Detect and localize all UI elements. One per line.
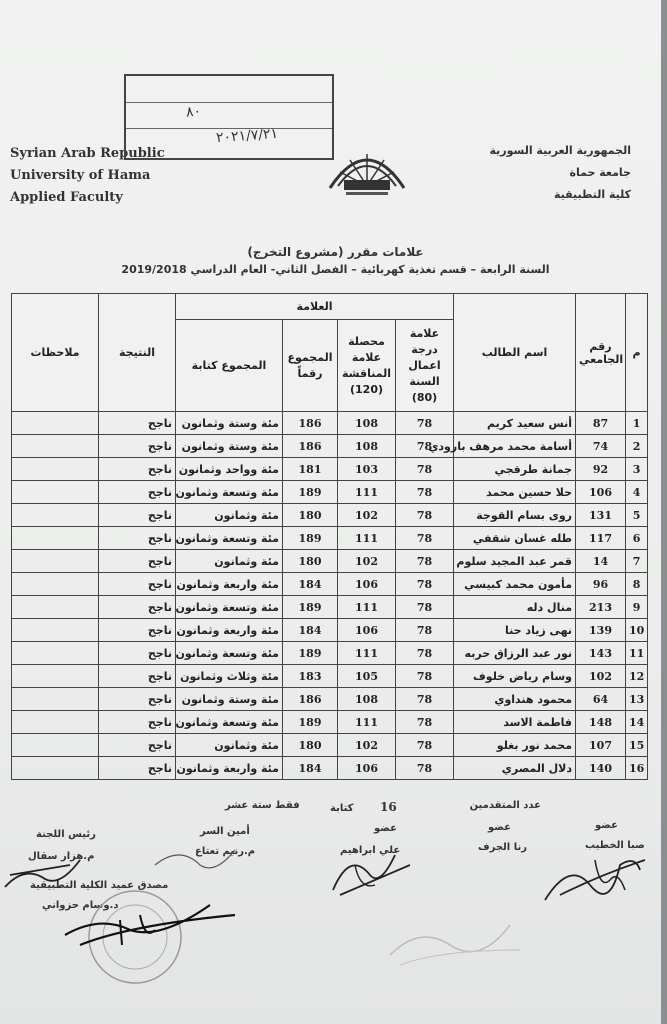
discussion-cell: 108 bbox=[338, 412, 396, 435]
notes-cell bbox=[12, 550, 99, 573]
discussion-cell: 111 bbox=[338, 481, 396, 504]
year-work-cell: 78 bbox=[396, 481, 454, 504]
discussion-cell: 106 bbox=[338, 573, 396, 596]
discussion-cell: 111 bbox=[338, 642, 396, 665]
student-name-cell: روى بسام القوجة bbox=[454, 504, 576, 527]
dean-name: د.وسام حزواني bbox=[42, 900, 119, 911]
year-work-cell: 78 bbox=[396, 573, 454, 596]
table-row bbox=[12, 711, 648, 734]
faculty-ar: كلية التطبيقية bbox=[553, 188, 631, 201]
header-university-id: رقم الجامعي bbox=[576, 294, 626, 412]
total-number-cell: 183 bbox=[283, 665, 338, 688]
header-total-words: المجموع كتابة bbox=[176, 320, 283, 412]
total-words-cell: مئة وتسعة وثمانون bbox=[176, 527, 283, 550]
discussion-cell: 105 bbox=[338, 665, 396, 688]
notes-cell bbox=[12, 665, 99, 688]
total-words-cell: مئة وتسعة وثمانون bbox=[176, 481, 283, 504]
result-cell: ناجح bbox=[99, 734, 176, 757]
header-notes: ملاحظات bbox=[12, 294, 99, 412]
total-words-cell: مئة وثمانون bbox=[176, 734, 283, 757]
row-number-cell: 6 bbox=[626, 527, 648, 550]
total-words-cell: مئة وتسعة وثمانون bbox=[176, 596, 283, 619]
student-name-cell: حلا حسين محمد bbox=[454, 481, 576, 504]
year-work-cell: 78 bbox=[396, 619, 454, 642]
row-number-cell: 1 bbox=[626, 412, 648, 435]
university-id-cell: 96 bbox=[576, 573, 626, 596]
header-total-number: المجموع رقماً bbox=[283, 320, 338, 412]
total-number-cell: 186 bbox=[283, 412, 338, 435]
header-discussion: محصلة علامة المناقشة (120) bbox=[338, 320, 396, 412]
total-words-cell: مئة واربعة وثمانون bbox=[176, 619, 283, 642]
university-en: University of Hama bbox=[10, 168, 151, 183]
total-number-cell: 189 bbox=[283, 596, 338, 619]
year-work-cell: 78 bbox=[396, 527, 454, 550]
year-work-cell: 78 bbox=[396, 596, 454, 619]
secretary-role: أمين السر bbox=[200, 826, 250, 837]
total-number-cell: 186 bbox=[283, 435, 338, 458]
discussion-cell: 111 bbox=[338, 527, 396, 550]
year-work-cell: 78 bbox=[396, 665, 454, 688]
notes-cell bbox=[12, 458, 99, 481]
row-number-cell: 4 bbox=[626, 481, 648, 504]
table-row bbox=[12, 527, 648, 550]
total-words-cell: مئة وستة وثمانون bbox=[176, 435, 283, 458]
total-words-cell: مئة وستة وثمانون bbox=[176, 688, 283, 711]
notes-cell bbox=[12, 573, 99, 596]
total-number-cell: 184 bbox=[283, 619, 338, 642]
result-cell: ناجح bbox=[99, 665, 176, 688]
year-work-cell: 78 bbox=[396, 711, 454, 734]
university-id-cell: 213 bbox=[576, 596, 626, 619]
row-number-cell: 2 bbox=[626, 435, 648, 458]
result-cell: ناجح bbox=[99, 412, 176, 435]
notes-cell bbox=[12, 481, 99, 504]
total-words-cell: مئة واربعة وثمانون bbox=[176, 757, 283, 780]
student-name-cell: نهى زياد حنا bbox=[454, 619, 576, 642]
notes-cell bbox=[12, 619, 99, 642]
notes-cell bbox=[12, 688, 99, 711]
result-cell: ناجح bbox=[99, 596, 176, 619]
result-cell: ناجح bbox=[99, 573, 176, 596]
total-number-cell: 189 bbox=[283, 527, 338, 550]
header-row-number: م bbox=[626, 294, 648, 412]
notes-cell bbox=[12, 527, 99, 550]
total-words-cell: مئة وثمانون bbox=[176, 550, 283, 573]
year-work-cell: 78 bbox=[396, 642, 454, 665]
table-row bbox=[12, 642, 648, 665]
count-label: عدد المتقدمين bbox=[469, 800, 541, 811]
table-row bbox=[12, 688, 648, 711]
count-value: 16 bbox=[380, 800, 397, 814]
total-words-cell: مئة وستة وثمانون bbox=[176, 412, 283, 435]
table-row bbox=[12, 619, 648, 642]
total-number-cell: 180 bbox=[283, 734, 338, 757]
row-number-cell: 16 bbox=[626, 757, 648, 780]
discussion-cell: 106 bbox=[338, 757, 396, 780]
signature-member3 bbox=[325, 835, 415, 900]
university-ar: جامعة حماة bbox=[569, 166, 631, 179]
table-row bbox=[12, 734, 648, 757]
row-number-cell: 11 bbox=[626, 642, 648, 665]
university-id-cell: 107 bbox=[576, 734, 626, 757]
row-number-cell: 10 bbox=[626, 619, 648, 642]
student-name-cell: محمد نور بغلو bbox=[454, 734, 576, 757]
discussion-cell: 111 bbox=[338, 711, 396, 734]
university-id-cell: 87 bbox=[576, 412, 626, 435]
total-number-cell: 189 bbox=[283, 481, 338, 504]
total-number-cell: 189 bbox=[283, 711, 338, 734]
member3-name: علي ابراهيم bbox=[340, 845, 401, 856]
dean-role: مصدق عميد الكلية التطبيقية bbox=[30, 880, 169, 891]
year-work-cell: 78 bbox=[396, 688, 454, 711]
result-cell: ناجح bbox=[99, 481, 176, 504]
row-number-cell: 15 bbox=[626, 734, 648, 757]
document-subtitle: السنة الرابعة – قسم تغذية كهربائية – الفصل الثاني- العام الدراسي 2019/2018 bbox=[121, 263, 550, 276]
result-cell: ناجح bbox=[99, 504, 176, 527]
table-row bbox=[12, 412, 648, 435]
row-number-cell: 5 bbox=[626, 504, 648, 527]
student-name-cell: جمانة طرقجي bbox=[454, 458, 576, 481]
total-number-cell: 184 bbox=[283, 573, 338, 596]
faded-stamp bbox=[380, 905, 530, 975]
university-id-cell: 102 bbox=[576, 665, 626, 688]
result-cell: ناجح bbox=[99, 527, 176, 550]
table-row bbox=[12, 596, 648, 619]
student-name-cell: وسام رياض خلوف bbox=[454, 665, 576, 688]
result-cell: ناجح bbox=[99, 688, 176, 711]
total-number-cell: 180 bbox=[283, 550, 338, 573]
count-words-label: كتابة bbox=[330, 803, 354, 814]
discussion-cell: 102 bbox=[338, 734, 396, 757]
member2-name: رنا الجرف bbox=[478, 842, 527, 853]
year-work-cell: 78 bbox=[396, 412, 454, 435]
table-row bbox=[12, 573, 648, 596]
university-id-cell: 64 bbox=[576, 688, 626, 711]
stamp-date: ٢٠٢١/٧/٢١ bbox=[215, 125, 279, 147]
total-number-cell: 180 bbox=[283, 504, 338, 527]
table-row bbox=[12, 481, 648, 504]
result-cell: ناجح bbox=[99, 757, 176, 780]
discussion-cell: 103 bbox=[338, 458, 396, 481]
table-row bbox=[12, 665, 648, 688]
year-work-cell: 78 bbox=[396, 458, 454, 481]
notes-cell bbox=[12, 757, 99, 780]
chair-name: م.هزار سقال bbox=[28, 851, 95, 862]
notes-cell bbox=[12, 642, 99, 665]
university-id-cell: 74 bbox=[576, 435, 626, 458]
header-result: النتيجة bbox=[99, 294, 176, 412]
total-words-cell: مئة وتسعة وثمانون bbox=[176, 642, 283, 665]
university-id-cell: 14 bbox=[576, 550, 626, 573]
university-id-cell: 148 bbox=[576, 711, 626, 734]
member3-role: عضو bbox=[374, 823, 397, 834]
row-number-cell: 7 bbox=[626, 550, 648, 573]
student-name-cell: دلال المصري bbox=[454, 757, 576, 780]
discussion-cell: 102 bbox=[338, 504, 396, 527]
result-cell: ناجح bbox=[99, 550, 176, 573]
result-cell: ناجح bbox=[99, 619, 176, 642]
result-cell: ناجح bbox=[99, 642, 176, 665]
year-work-cell: 78 bbox=[396, 734, 454, 757]
year-work-cell: 78 bbox=[396, 757, 454, 780]
student-name-cell: فاطمة الاسد bbox=[454, 711, 576, 734]
student-name-cell: مأمون محمد كبيسي bbox=[454, 573, 576, 596]
row-number-cell: 8 bbox=[626, 573, 648, 596]
row-number-cell: 14 bbox=[626, 711, 648, 734]
year-work-cell: 78 bbox=[396, 435, 454, 458]
university-id-cell: 117 bbox=[576, 527, 626, 550]
university-id-cell: 140 bbox=[576, 757, 626, 780]
total-number-cell: 186 bbox=[283, 688, 338, 711]
notes-cell bbox=[12, 734, 99, 757]
university-logo bbox=[322, 140, 412, 202]
header-year-work: علامة درجة اعمال السنة (80) bbox=[396, 320, 454, 412]
university-id-cell: 139 bbox=[576, 619, 626, 642]
table-row bbox=[12, 435, 648, 458]
chair-role: رئيس اللجنة bbox=[36, 829, 96, 840]
discussion-cell: 111 bbox=[338, 596, 396, 619]
university-id-cell: 131 bbox=[576, 504, 626, 527]
count-words: فقط ستة عشر bbox=[225, 800, 300, 811]
row-number-cell: 12 bbox=[626, 665, 648, 688]
dean-seal-and-signature bbox=[60, 885, 240, 995]
total-words-cell: مئة واربعة وثمانون bbox=[176, 573, 283, 596]
header-grade-group: العلامة bbox=[176, 294, 454, 320]
student-name-cell: أسامة محمد مرهف بارودي bbox=[454, 435, 576, 458]
table-row bbox=[12, 458, 648, 481]
header-arabic bbox=[471, 140, 631, 206]
year-work-cell: 78 bbox=[396, 550, 454, 573]
signature-member1 bbox=[540, 840, 650, 910]
secretary-name: م.رنيم تعتاع bbox=[195, 846, 256, 857]
table-row bbox=[12, 550, 648, 573]
university-id-cell: 92 bbox=[576, 458, 626, 481]
document-title: علامات مقرر (مشروع التخرج) bbox=[247, 245, 424, 259]
result-cell: ناجح bbox=[99, 435, 176, 458]
notes-cell bbox=[12, 412, 99, 435]
student-name-cell: نور عبد الرزاق حربه bbox=[454, 642, 576, 665]
student-name-cell: منال دله bbox=[454, 596, 576, 619]
country-ar: الجمهورية العربية السورية bbox=[489, 144, 631, 157]
registry-stamp bbox=[124, 74, 334, 160]
marks-table bbox=[11, 293, 648, 780]
stamp-number: ٨٠ bbox=[185, 103, 202, 121]
row-number-cell: 3 bbox=[626, 458, 648, 481]
discussion-cell: 108 bbox=[338, 435, 396, 458]
year-work-cell: 78 bbox=[396, 504, 454, 527]
total-words-cell: مئة وواحد وثمانون bbox=[176, 458, 283, 481]
student-name-cell: أنس سعيد كريم bbox=[454, 412, 576, 435]
total-number-cell: 181 bbox=[283, 458, 338, 481]
notes-cell bbox=[12, 504, 99, 527]
result-cell: ناجح bbox=[99, 458, 176, 481]
total-words-cell: مئة وثمانون bbox=[176, 504, 283, 527]
table-row bbox=[12, 504, 648, 527]
country-en: Syrian Arab Republic bbox=[10, 146, 165, 161]
row-number-cell: 13 bbox=[626, 688, 648, 711]
total-number-cell: 184 bbox=[283, 757, 338, 780]
member1-name: صبا الخطيب bbox=[585, 840, 645, 851]
university-id-cell: 106 bbox=[576, 481, 626, 504]
total-number-cell: 189 bbox=[283, 642, 338, 665]
discussion-cell: 102 bbox=[338, 550, 396, 573]
student-name-cell: قمر عبد المجيد سلوم bbox=[454, 550, 576, 573]
member2-role: عضو bbox=[488, 822, 511, 833]
discussion-cell: 108 bbox=[338, 688, 396, 711]
faculty-en: Applied Faculty bbox=[10, 190, 123, 205]
notes-cell bbox=[12, 435, 99, 458]
notes-cell bbox=[12, 711, 99, 734]
header-student-name: اسم الطالب bbox=[454, 294, 576, 412]
result-cell: ناجح bbox=[99, 711, 176, 734]
signature-secretary bbox=[150, 840, 240, 880]
university-id-cell: 143 bbox=[576, 642, 626, 665]
notes-cell bbox=[12, 596, 99, 619]
discussion-cell: 106 bbox=[338, 619, 396, 642]
member1-role: عضو bbox=[595, 820, 618, 831]
row-number-cell: 9 bbox=[626, 596, 648, 619]
student-name-cell: محمود هنداوي bbox=[454, 688, 576, 711]
student-name-cell: طله غسان شقفي bbox=[454, 527, 576, 550]
total-words-cell: مئة وثلاث وثمانون bbox=[176, 665, 283, 688]
table-row bbox=[12, 757, 648, 780]
total-words-cell: مئة وتسعة وثمانون bbox=[176, 711, 283, 734]
